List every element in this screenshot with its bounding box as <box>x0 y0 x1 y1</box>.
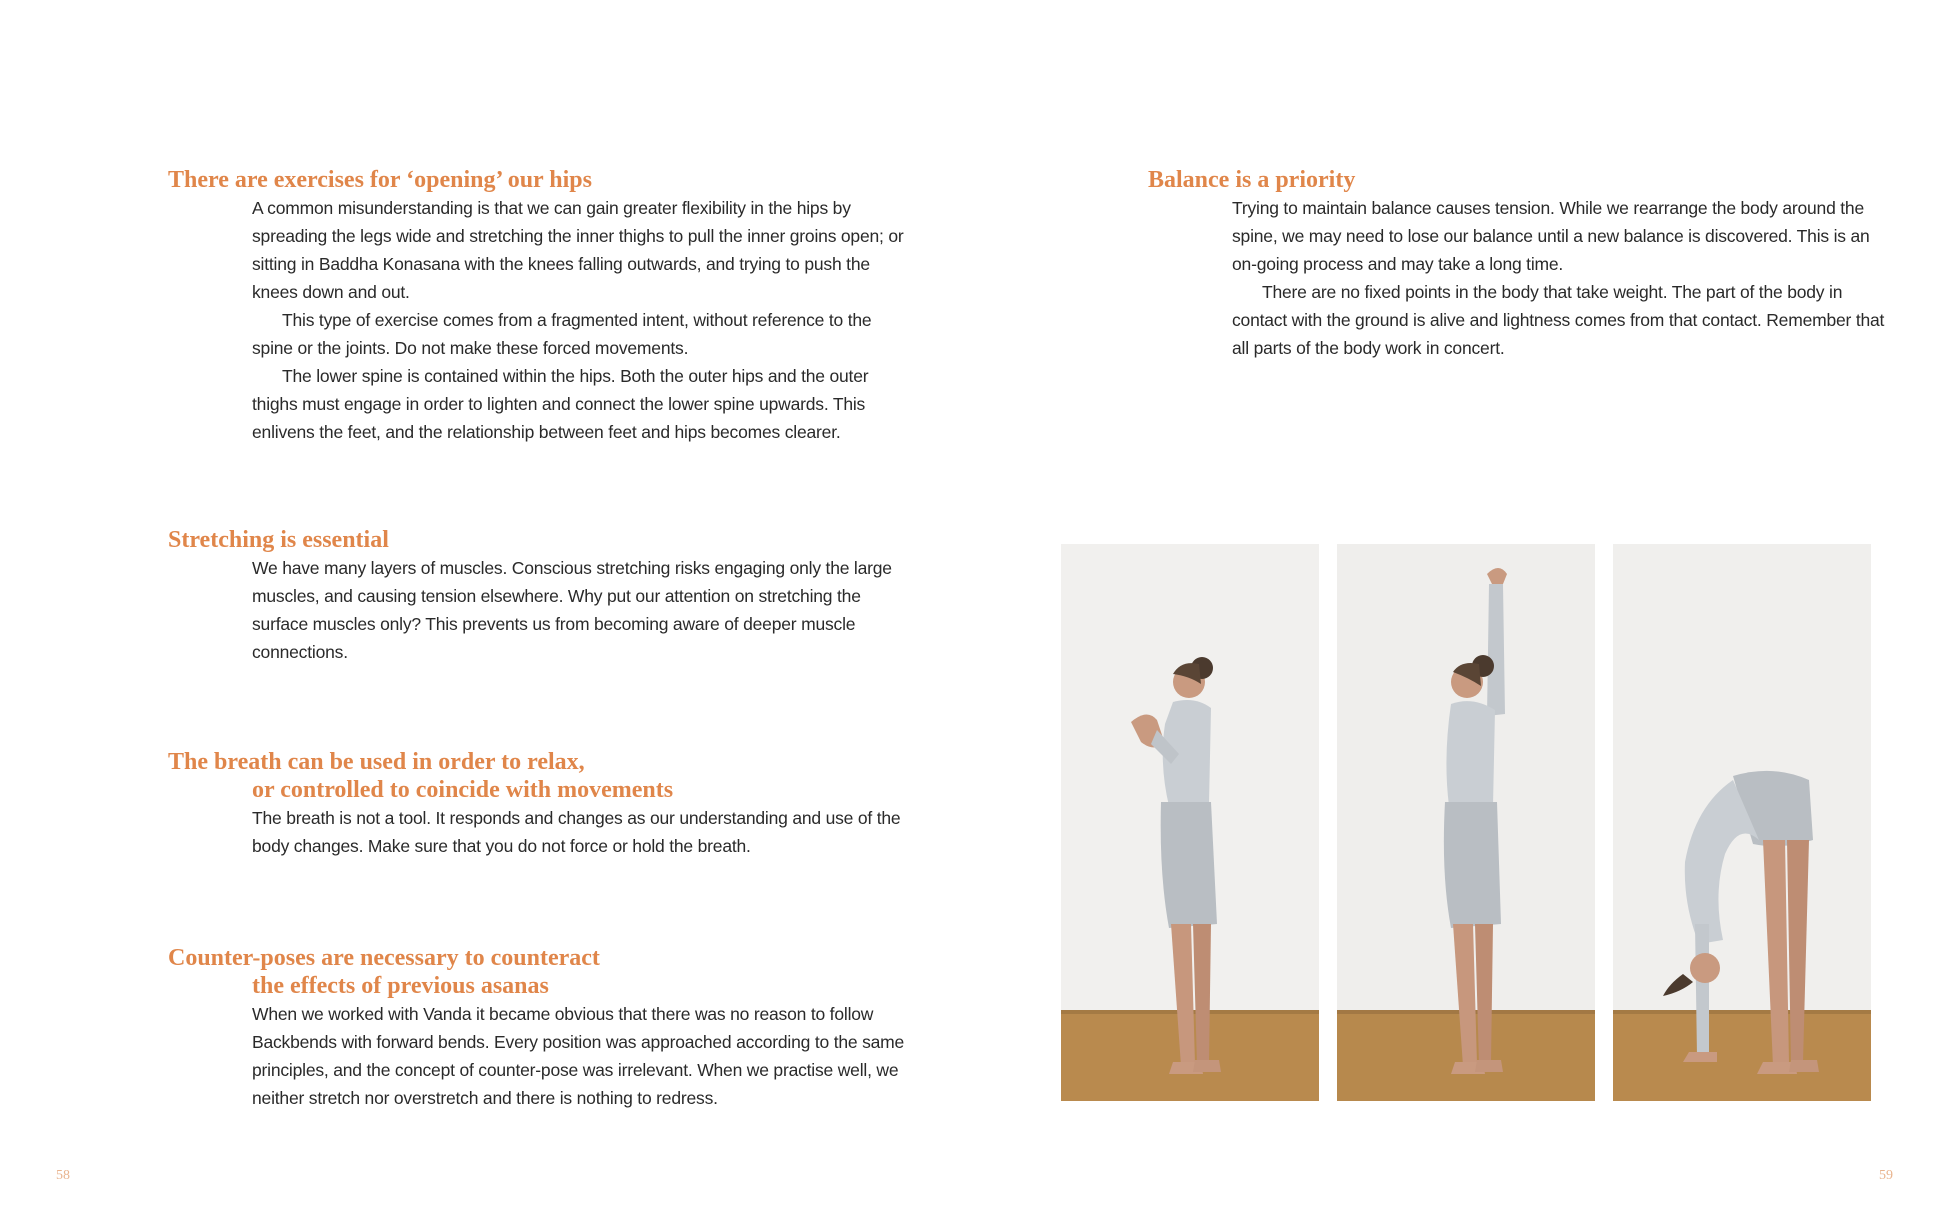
section-opening-hips <box>168 166 908 446</box>
paragraph: The lower spine is contained within the hips. Both the outer hips and the outer thighs must engage in order to lighten and connect the lower spine upwards. This enlivens the feet, and the relationship between feet and hips becomes clearer. <box>252 366 869 442</box>
heading-breath <box>168 748 908 804</box>
body-stretching <box>252 554 908 666</box>
heading-line: the effects of previous asanas <box>252 973 549 999</box>
heading-line: or controlled to coincide with movements <box>252 777 674 803</box>
section-balance <box>1148 166 1888 362</box>
standing-hands-together-photo <box>1061 544 1319 1101</box>
heading-line: The breath can be used in order to relax, <box>168 749 585 775</box>
photo-illustration <box>1337 544 1595 1101</box>
paragraph: This type of exercise comes from a fragmented intent, without reference to the spine or the joints. Do not make these forced movements. <box>252 310 872 358</box>
body-counter-poses <box>252 1000 908 1112</box>
heading-stretching: Stretching is essential <box>168 527 389 553</box>
paragraph: When we worked with Vanda it became obvious that there was no reason to follow Backbends with forward bends. Every position was approached according to the same principles, and the concept of counter-pose was irrelevant. When we practise well, we neither stretch nor overstretch and there is nothing to redress. <box>252 1004 905 1108</box>
photo-illustration <box>1613 544 1871 1101</box>
paragraph: We have many layers of muscles. Conscious stretching risks engaging only the large muscles, and causing tension elsewhere. Why put our attention on stretching the surface muscles only? This prevents us from becoming aware of deeper muscle connections. <box>252 558 892 662</box>
paragraph: A common misunderstanding is that we can gain greater flexibility in the hips by spreading the legs wide and stretching the inner thighs to pull the inner groins open; or sitting in Baddha Konasana with the knees falling outwards, and trying to push the knees down and out. <box>252 198 904 302</box>
body-breath <box>252 804 908 860</box>
section-breath <box>168 748 908 860</box>
page-number-right: 59 <box>1879 1168 1893 1183</box>
photo-illustration <box>1061 544 1319 1101</box>
body-opening-hips <box>252 194 908 446</box>
heading-line: Counter-poses are necessary to counteract <box>168 945 600 971</box>
standing-arms-raised-photo <box>1337 544 1595 1101</box>
body-balance <box>1232 194 1888 362</box>
section-counter-poses <box>168 944 908 1112</box>
paragraph: Trying to maintain balance causes tension. While we rearrange the body around the spine, we may need to lose our balance until a new balance is discovered. This is an on-going process and may take a long time. <box>1232 198 1870 274</box>
heading-counter-poses <box>168 944 908 1000</box>
heading-opening-hips: There are exercises for ‘opening’ our hips <box>168 167 592 193</box>
page-number-left: 58 <box>56 1168 70 1183</box>
heading-balance: Balance is a priority <box>1148 167 1356 193</box>
section-stretching <box>168 526 908 666</box>
paragraph: There are no fixed points in the body that take weight. The part of the body in contact with the ground is alive and lightness comes from that contact. Remember that all parts of the body work in concert. <box>1232 282 1885 358</box>
standing-forward-bend-photo <box>1613 544 1871 1101</box>
paragraph: The breath is not a tool. It responds and changes as our understanding and use of the body changes. Make sure that you do not force or hold the breath. <box>252 808 901 856</box>
